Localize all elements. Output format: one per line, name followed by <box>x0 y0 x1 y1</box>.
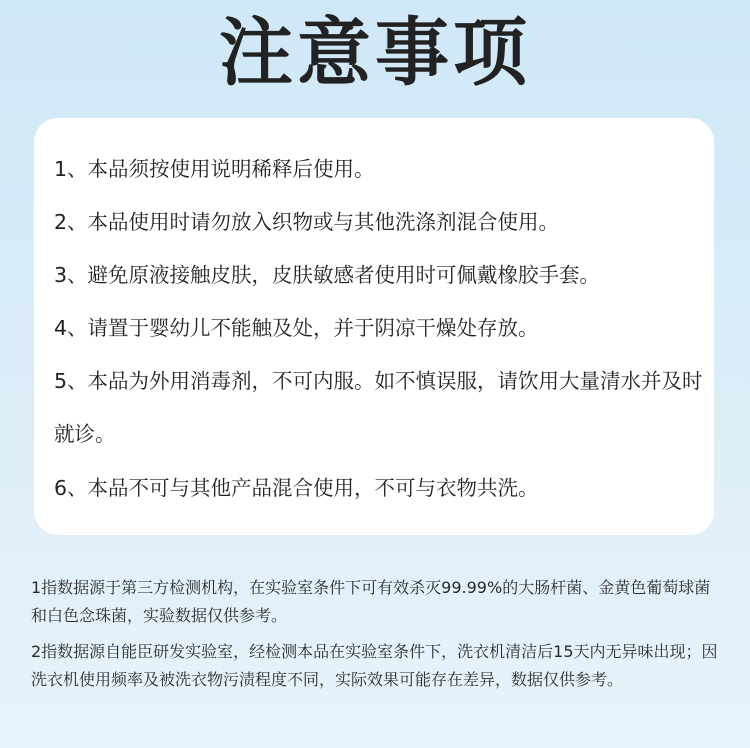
notice-item-2: 2、本品使用时请勿放入织物或与其他洗涤剂混合使用。 <box>54 210 560 234</box>
notice-item-4: 4、请置于婴幼儿不能触及处，并于阴凉干燥处存放。 <box>54 316 539 340</box>
notice-item-1: 1、本品须按使用说明稀释后使用。 <box>54 157 375 181</box>
notice-card <box>34 118 714 535</box>
notice-item-5: 5、本品为外用消毒剂，不可内服。如不慎误服，请饮用大量清水并及时就诊。 <box>54 369 703 446</box>
footnote-1: 1指数据源于第三方检测机构，在实验室条件下可有效杀灭99.99%的大肠杆菌、金黄色葡萄球菌和白色念珠菌，实验数据仅供参考。 <box>31 578 711 625</box>
notice-item-3: 3、避免原液接触皮肤，皮肤敏感者使用时可佩戴橡胶手套。 <box>54 263 601 287</box>
notice-list <box>54 156 704 528</box>
notice-item-6: 6、本品不可与其他产品混合使用，不可与衣物共洗。 <box>54 476 539 500</box>
page-title: 注意事项 <box>219 10 531 96</box>
footnote-2: 2指数据源自能臣研发实验室，经检测本品在实验室条件下，洗衣机清洁后15天内无异味出现；因洗衣机使用频率及被洗衣物污渍程度不同，实际效果可能存在差异，数据仅供参考。 <box>31 642 718 689</box>
footnotes <box>31 574 721 702</box>
